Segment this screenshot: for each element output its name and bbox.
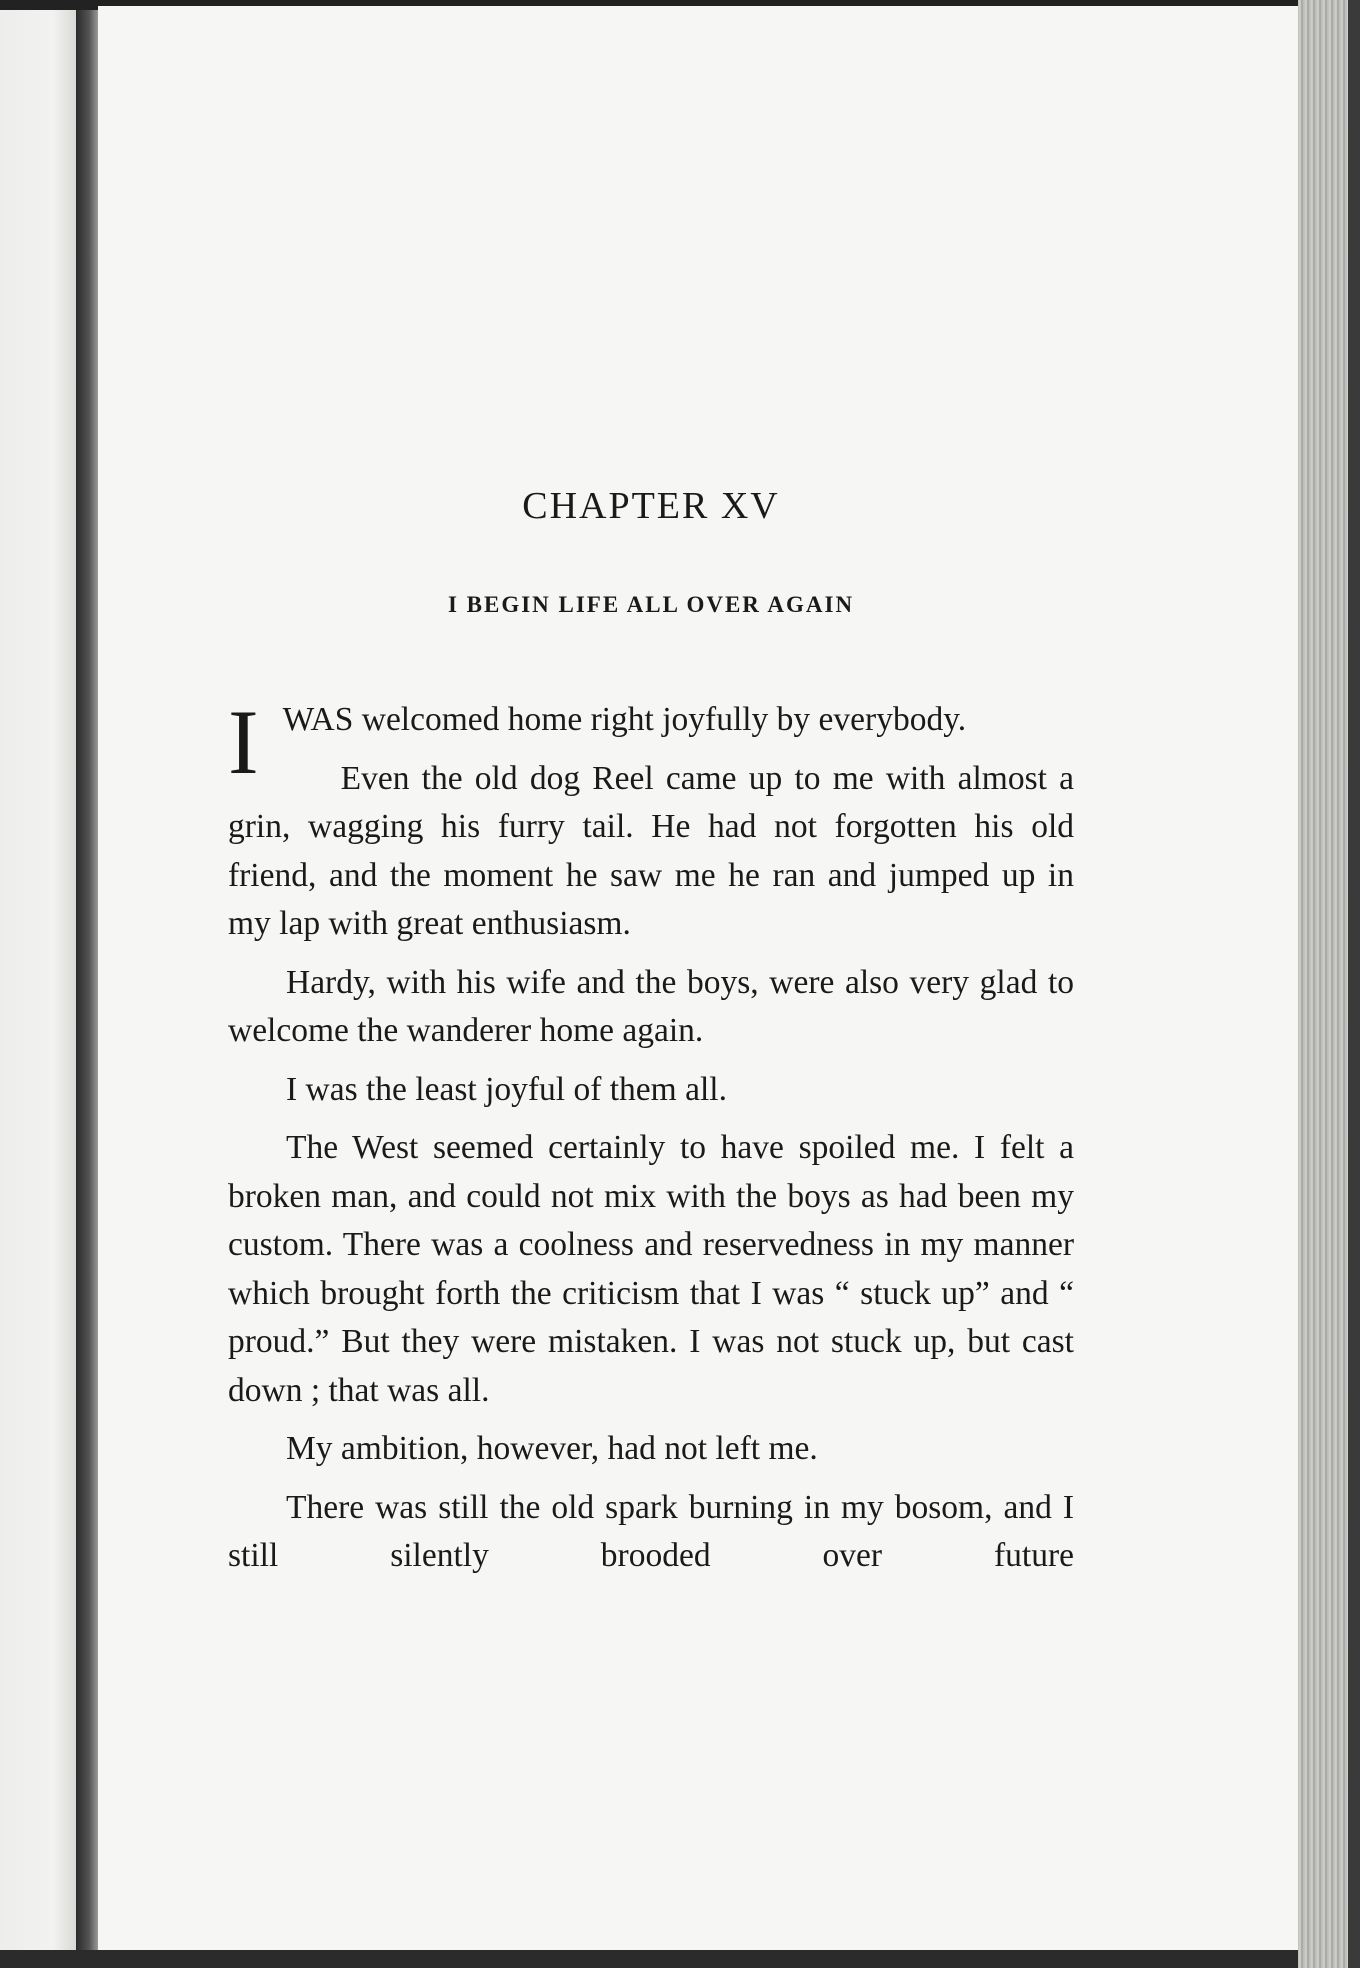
paragraph-5: The West seemed certainly to have spoiled me. I felt a broken man, and could not mix with the boys as had been my custom. There was a coolness and reservedness in my manner which brought forth the criticism that I was “ stuck up” and “ proud.” But they were mistaken. I was not stuck up, but cast down ; that was all.: [228, 1129, 1074, 1409]
bottom-shadow: [0, 1950, 1298, 1968]
paragraph-6: My ambition, however, had not left me.: [286, 1430, 818, 1467]
paragraph-1-text: WAS welcomed home right joyfully by everybody.: [282, 701, 967, 738]
paragraph-2: Even the old dog Reel came up to me with almost a grin, wagging his furry tail. He had not forgotten his old friend, and the moment he saw me he ran and jumped up in my lap with great enthusiasm.: [228, 759, 1074, 942]
paragraph-3: Hardy, with his wife and the boys, were also very glad to welcome the wanderer home again.: [228, 963, 1074, 1049]
facing-page: [0, 10, 76, 1950]
paragraph-7: There was still the old spark burning in my bosom, and I still silently brooded over future: [228, 1488, 1074, 1574]
page-edges: [1298, 0, 1360, 1968]
paragraph-1: [228, 691, 1074, 793]
drop-cap: I: [228, 691, 259, 793]
paragraph-4: I was the least joyful of them all.: [286, 1070, 727, 1108]
book-gutter: [76, 10, 98, 1950]
chapter-number: CHAPTER XV: [522, 485, 780, 527]
chapter-body: [228, 691, 1074, 1591]
chapter-title: I BEGIN LIFE ALL OVER AGAIN: [447, 592, 855, 617]
